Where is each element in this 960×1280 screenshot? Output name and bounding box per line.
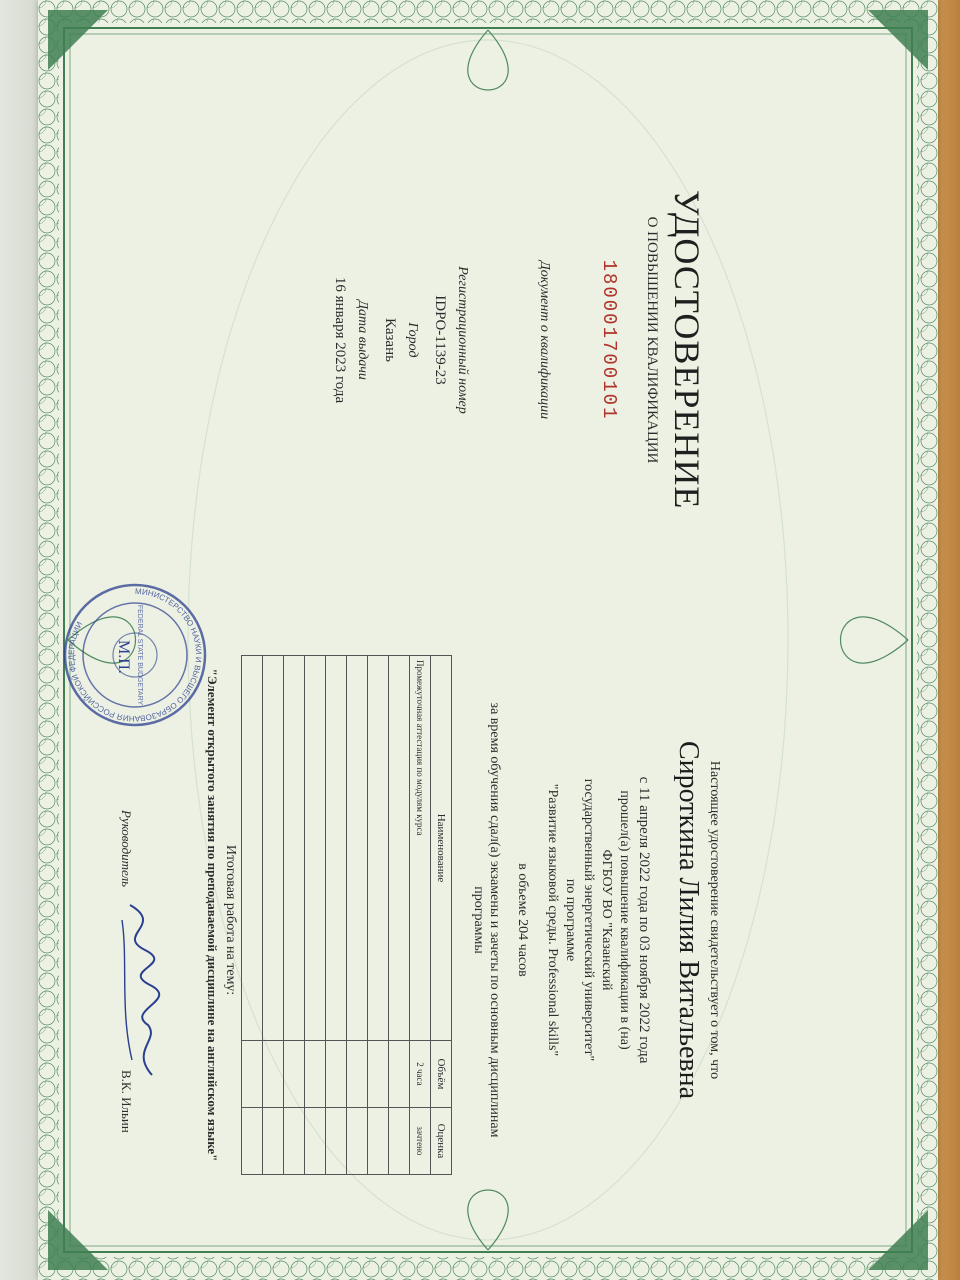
table-header-row	[431, 656, 452, 1175]
right-panel	[66, 586, 870, 1220]
underlying-sheet	[0, 0, 42, 1280]
reg-number-label: Регистрационный номер	[455, 266, 470, 414]
left-panel	[90, 40, 870, 600]
passed-text: прошел(а) повышение квалификации в (на)	[617, 790, 632, 1050]
header-name: Наименование	[431, 656, 452, 1041]
city-value: Казань	[382, 318, 398, 362]
issue-date-label: Дата выдачи	[355, 300, 370, 380]
issue-date-value: 16 января 2023 года	[332, 276, 348, 404]
table-row	[389, 656, 410, 1175]
certificate-content	[66, 40, 870, 1220]
certificate-title: УДОСТОВЕРЕНИЕ	[667, 190, 707, 510]
exams-intro: за время обучения сдал(а) экзамены и зачеты по основным дисциплинам	[487, 702, 502, 1138]
head-name: В.К. Ильин	[119, 1070, 134, 1133]
table-row	[326, 656, 347, 1175]
exams-intro-2: программы	[471, 886, 486, 954]
row-grade: зачтено	[410, 1107, 431, 1174]
handwritten-signature	[110, 900, 170, 1080]
reg-number-value: IDPO-1139-23	[432, 295, 448, 385]
table-row	[284, 656, 305, 1175]
table-row	[305, 656, 326, 1175]
svg-text:МИНИСТЕРСТВО НАУКИ И ВЫСШЕГО О	[67, 587, 203, 723]
table-row	[242, 656, 263, 1175]
program-name: "Развитие языковой среды. Professional skills"	[545, 783, 560, 1057]
final-work-topic: "Элемент открытого занятия по преподаваемой дисциплине на английском языке"	[205, 668, 220, 1162]
official-stamp	[60, 580, 210, 730]
table-row	[368, 656, 389, 1175]
program-label: по программе	[563, 878, 578, 962]
row-volume: 2 часа	[410, 1040, 431, 1107]
exams-table	[241, 655, 452, 1175]
certificate-number: 180001700101	[598, 259, 620, 421]
study-period: с 11 апреля 2022 года по 03 ноября 2022 года	[636, 776, 652, 1064]
row-name: Промежуточная аттестация по модулям курса	[410, 656, 431, 1041]
table-row	[347, 656, 368, 1175]
stamp-inner-text: FEDERAL STATE BUDGETARY	[136, 604, 143, 706]
header-grade: Оценка	[431, 1107, 452, 1174]
table-row	[410, 656, 431, 1175]
head-role: Руководитель	[119, 810, 134, 888]
stamp-outer-text: МИНИСТЕРСТВО НАУКИ И ВЫСШЕГО ОБРАЗОВАНИЯ РОССИЙСКОЙ ФЕДЕРАЦИИ	[66, 586, 204, 724]
header-volume: Объём	[431, 1040, 452, 1107]
organization-line-2: государственный энергетический университет"	[581, 778, 596, 1062]
intro-text: Настоящее удостоверение свидетельствует о том, что	[707, 760, 722, 1080]
final-work-label: Итоговая работа на тему:	[223, 844, 238, 996]
seal-placeholder: М.П.	[115, 640, 132, 674]
document-kind: Документ о квалификации	[537, 260, 552, 420]
city-label: Город	[405, 322, 420, 358]
holder-name: Сироткина Лилия Витальевна	[673, 740, 704, 1100]
table-row	[263, 656, 284, 1175]
organization-line-1: ФГБОУ ВО "Казанский	[599, 849, 614, 991]
volume-hours: в объеме 204 часов	[515, 863, 530, 977]
certificate-subtitle: О ПОВЫШЕНИИ КВАЛИФИКАЦИИ	[644, 216, 660, 464]
